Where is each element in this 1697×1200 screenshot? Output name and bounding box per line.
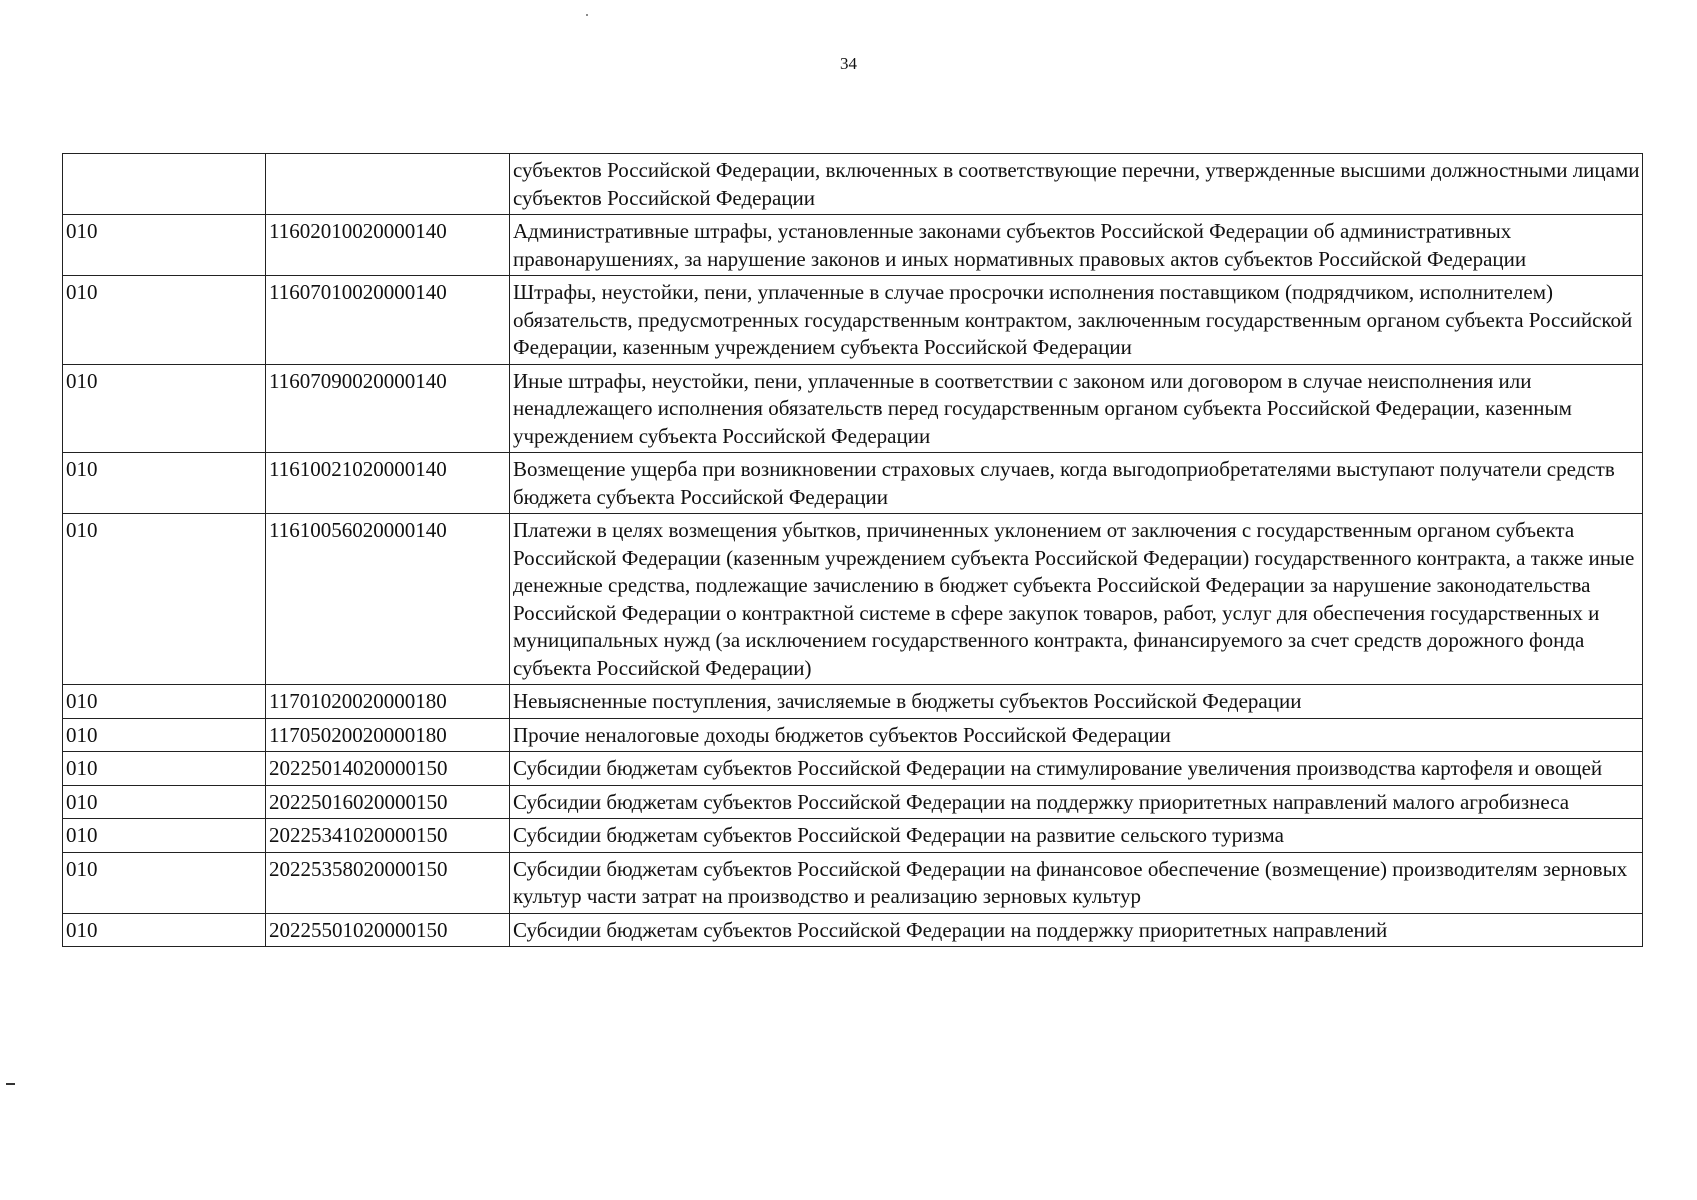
revenue-name-cell: Субсидии бюджетам субъектов Российской Федерации на поддержку приоритетных направлений xyxy=(510,913,1643,947)
table-row xyxy=(63,685,1643,719)
revenue-codes-table-container xyxy=(62,153,1642,947)
page-number: 34 xyxy=(840,54,857,73)
admin-code-cell: 010 xyxy=(63,852,266,913)
revenue-code-cell: 11607010020000140 xyxy=(266,276,510,365)
admin-code-cell: 010 xyxy=(63,913,266,947)
table-row xyxy=(63,852,1643,913)
revenue-name-cell: Иные штрафы, неустойки, пени, уплаченные в соответствии с законом или договором в случае неисполнения или ненадлежащего исполнения обязательств перед государственным органом субъекта Российской Федерации, казенным учреждением субъекта Российской Федерации xyxy=(510,364,1643,453)
revenue-code-cell: 11602010020000140 xyxy=(266,215,510,276)
revenue-name-cell: Административные штрафы, установленные законами субъектов Российской Федерации об административных правонарушениях, за нарушение законов и иных нормативных правовых актов субъектов Российской Федерации xyxy=(510,215,1643,276)
revenue-code-cell: 11701020020000180 xyxy=(266,685,510,719)
admin-code-cell: 010 xyxy=(63,752,266,786)
revenue-code-cell: 20225014020000150 xyxy=(266,752,510,786)
revenue-code-cell: 20225501020000150 xyxy=(266,913,510,947)
admin-code-cell: 010 xyxy=(63,364,266,453)
revenue-code-cell: 20225341020000150 xyxy=(266,819,510,853)
revenue-code-cell: 20225358020000150 xyxy=(266,852,510,913)
table-row xyxy=(63,913,1643,947)
admin-code-cell: 010 xyxy=(63,514,266,685)
revenue-code-cell: 20225016020000150 xyxy=(266,785,510,819)
table-row xyxy=(63,718,1643,752)
admin-code-cell xyxy=(63,154,266,215)
table-row xyxy=(63,514,1643,685)
revenue-name-cell: Платежи в целях возмещения убытков, причиненных уклонением от заключения с государственным органом субъекта Российской Федерации (казенным учреждением субъекта Российской Федерации) государственного контракта, а также иные денежные средства, подлежащие зачислению в бюджет субъекта Российской Федерации за нарушение законодательства Российской Федерации о контрактной системе в сфере закупок товаров, работ, услуг для обеспечения государственных и муниципальных нужд (за исключением государственного контракта, финансируемого за счет средств дорожного фонда субъекта Российской Федерации) xyxy=(510,514,1643,685)
revenue-codes-table xyxy=(62,153,1643,947)
table-row xyxy=(63,752,1643,786)
revenue-code-cell: 11610056020000140 xyxy=(266,514,510,685)
revenue-name-cell: Штрафы, неустойки, пени, уплаченные в случае просрочки исполнения поставщиком (подрядчиком, исполнителем) обязательств, предусмотренных государственным контрактом, заключенным государственным органом субъекта Российской Федерации, казенным учреждением субъекта Российской Федерации xyxy=(510,276,1643,365)
margin-dash xyxy=(6,1083,15,1085)
revenue-name-cell: Субсидии бюджетам субъектов Российской Федерации на развитие сельского туризма xyxy=(510,819,1643,853)
revenue-code-cell: 11607090020000140 xyxy=(266,364,510,453)
admin-code-cell: 010 xyxy=(63,453,266,514)
table-row xyxy=(63,215,1643,276)
revenue-name-cell: Субсидии бюджетам субъектов Российской Федерации на финансовое обеспечение (возмещение) производителям зерновых культур части затрат на производство и реализацию зерновых культур xyxy=(510,852,1643,913)
scan-speck xyxy=(586,14,588,16)
revenue-name-cell: Возмещение ущерба при возникновении страховых случаев, когда выгодоприобретателями выступают получатели средств бюджета субъекта Российской Федерации xyxy=(510,453,1643,514)
revenue-name-cell: субъектов Российской Федерации, включенных в соответствующие перечни, утвержденные высшими должностными лицами субъектов Российской Федерации xyxy=(510,154,1643,215)
revenue-name-cell: Невыясненные поступления, зачисляемые в бюджеты субъектов Российской Федерации xyxy=(510,685,1643,719)
table-row xyxy=(63,819,1643,853)
revenue-name-cell: Субсидии бюджетам субъектов Российской Федерации на поддержку приоритетных направлений малого агробизнеса xyxy=(510,785,1643,819)
table-row xyxy=(63,785,1643,819)
admin-code-cell: 010 xyxy=(63,215,266,276)
table-row xyxy=(63,453,1643,514)
admin-code-cell: 010 xyxy=(63,276,266,365)
table-row xyxy=(63,364,1643,453)
revenue-code-cell: 11610021020000140 xyxy=(266,453,510,514)
admin-code-cell: 010 xyxy=(63,718,266,752)
revenue-code-cell: 11705020020000180 xyxy=(266,718,510,752)
revenue-code-cell xyxy=(266,154,510,215)
admin-code-cell: 010 xyxy=(63,685,266,719)
admin-code-cell: 010 xyxy=(63,785,266,819)
admin-code-cell: 010 xyxy=(63,819,266,853)
table-row xyxy=(63,276,1643,365)
revenue-name-cell: Субсидии бюджетам субъектов Российской Федерации на стимулирование увеличения производства картофеля и овощей xyxy=(510,752,1643,786)
table-row xyxy=(63,154,1643,215)
revenue-name-cell: Прочие неналоговые доходы бюджетов субъектов Российской Федерации xyxy=(510,718,1643,752)
